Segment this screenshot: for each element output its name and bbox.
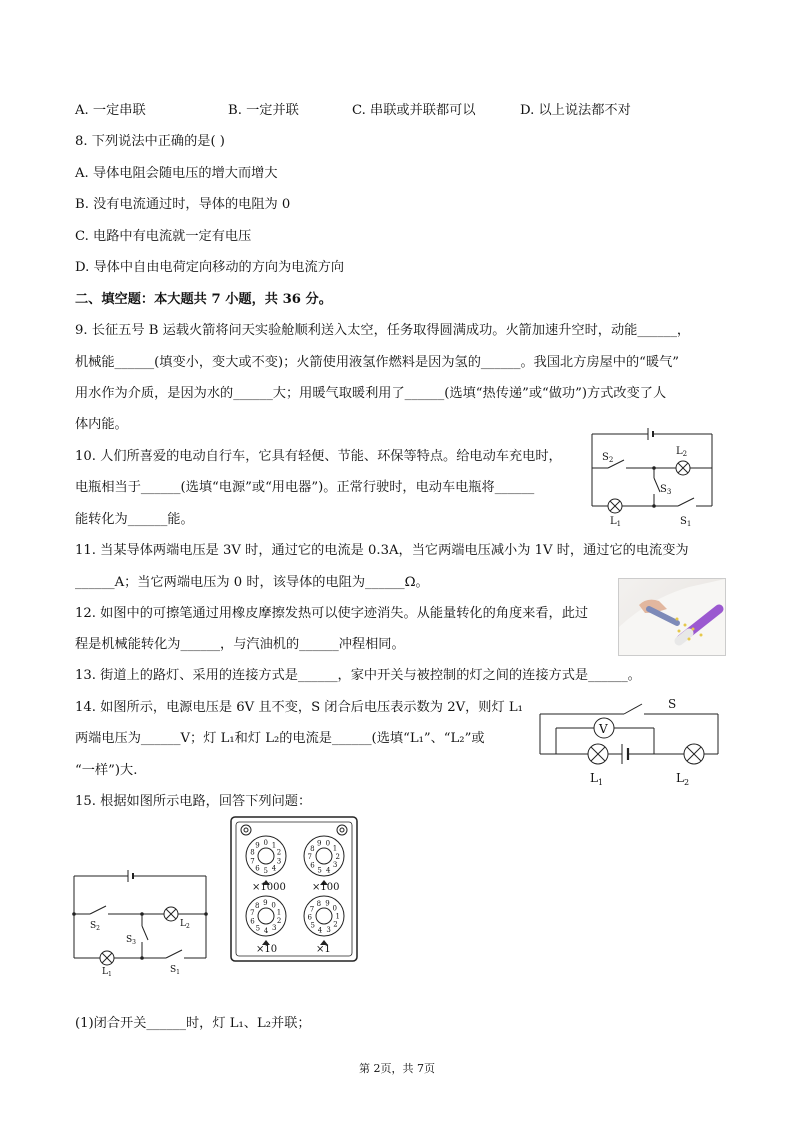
- q10-fig-l2: L: [676, 446, 683, 457]
- dial-digit: 0: [263, 839, 268, 847]
- q8-option-b: B. 没有电流通过时，导体的电阻为 0: [75, 197, 291, 212]
- dial-digit: 2: [276, 916, 282, 925]
- svg-text:S3: [660, 484, 671, 496]
- dial-digit: 9: [317, 839, 322, 848]
- svg-text:L1: [610, 516, 621, 528]
- q11-line-2: ______A；当它两端电压为 0 时，该导体的电阻为______Ω。: [75, 575, 429, 590]
- q7-option-c: C. 串联或并联都可以: [352, 103, 476, 118]
- q10-line-1: 10. 人们所喜爱的电动自行车，它具有轻便、节能、环保等特点。给电动车充电时，: [75, 449, 562, 464]
- q15-fig-l1: L: [102, 967, 108, 977]
- q13-line-1: 13. 街道上的路灯、采用的连接方式是______，家中开关与被控制的灯之间的连接方式是______。: [75, 668, 641, 683]
- dial-label-x1000: ×1000: [252, 882, 286, 893]
- q8-option-d: D. 导体中自由电荷定向移动的方向为电流方向: [75, 260, 345, 275]
- dial-digit: 2: [335, 852, 340, 861]
- q14-fig-voltmeter: V: [599, 722, 608, 736]
- q15-fig-l2-sub: 2: [185, 923, 190, 930]
- dial-digit: 1: [271, 841, 277, 850]
- q14-line-2: 两端电压为______V；灯 L₁和灯 L₂的电流是______(选填“L₁”、“L₂”或: [75, 731, 485, 746]
- q14-fig-l1-sub: 1: [597, 778, 604, 787]
- dial-digit: 6: [307, 913, 312, 922]
- dial-digit: 8: [310, 844, 315, 853]
- dial-digit: 9: [255, 841, 260, 850]
- q14-line-3: “一样”)大.: [75, 763, 138, 778]
- q15-fig-s2: S: [90, 921, 97, 931]
- dial-label-x10: ×10: [256, 944, 278, 955]
- q10-fig-s1: S: [680, 516, 687, 527]
- q10-circuit-diagram: [586, 426, 718, 530]
- dial-digit: 0: [325, 839, 331, 848]
- svg-text:L2: [676, 446, 687, 458]
- q15-fig-s1: S: [170, 965, 177, 975]
- dial-digit: 5: [310, 921, 315, 930]
- q10-fig-s3-sub: 3: [666, 488, 672, 496]
- svg-text:S1: [170, 965, 180, 976]
- page-footer: 第 2页，共 7页: [359, 1062, 435, 1075]
- dial-digit: 2: [333, 920, 338, 929]
- dial-digit: 1: [276, 908, 282, 917]
- q8-stem: 8. 下列说法中正确的是( ): [75, 134, 225, 149]
- dial-digit: 5: [255, 924, 261, 933]
- q15-fig-s3: S: [126, 935, 133, 945]
- q14-fig-s: S: [668, 697, 677, 711]
- q9-line-4: 体内能。: [75, 417, 128, 432]
- q15-fig-s1-sub: 1: [176, 969, 180, 976]
- dial-digit: 1: [335, 912, 340, 921]
- q14-circuit-diagram: [536, 694, 720, 794]
- resistance-box-figure: [230, 816, 358, 962]
- dial-digit: 2: [276, 848, 282, 857]
- dial-digit: 4: [271, 864, 277, 873]
- q15-fig-l1-sub: 1: [107, 971, 112, 978]
- dial-digit: 8: [250, 848, 255, 857]
- dial-digit: 5: [317, 866, 322, 875]
- q11-line-1: 11. 当某导体两端电压是 3V 时，通过它的电流是 0.3A，当它两端电压减小为 1V 时，通过它的电流变为: [75, 543, 689, 558]
- q7-option-a: A. 一定串联: [75, 103, 146, 118]
- dial-digit: 3: [272, 924, 277, 933]
- q10-fig-l1: L: [610, 516, 617, 527]
- q12-line-2: 程是机械能转化为______，与汽油机的______冲程相同。: [75, 637, 405, 652]
- q10-line-2: 电瓶相当于______(选填“电源”或“用电器”)。正常行驶时，电动车电瓶将______: [75, 480, 535, 495]
- dial-digit: 6: [310, 861, 315, 870]
- svg-text:L2: [676, 771, 689, 787]
- section-title: 二、填空题：本大题共 7 小题，共 36 分。: [75, 292, 332, 307]
- dial-digit: 3: [332, 861, 338, 870]
- dial-digit: 0: [271, 901, 276, 910]
- q12-line-1: 12. 如图中的可擦笔通过用橡皮摩擦发热可以使字迹消失。从能量转化的角度来看，此过: [75, 606, 589, 621]
- q15-circuit-diagram: [70, 866, 212, 978]
- svg-text:S2: [90, 921, 100, 932]
- q10-fig-s2-sub: 2: [608, 456, 614, 464]
- dial-digit: 8: [255, 901, 260, 910]
- q9-line-2: 机械能______(填变小，变大或不变)；火箭使用液氢作燃料是因为氢的______。我国北方房屋中的“暖气”: [75, 355, 680, 370]
- dial-digit: 4: [326, 866, 331, 875]
- q14-fig-l1: L: [590, 771, 598, 785]
- q8-option-a: A. 导体电阻会随电压的增大而增大: [75, 166, 278, 181]
- q15-fig-s3-sub: 3: [132, 939, 136, 946]
- q10-fig-l1-sub: 1: [616, 520, 622, 528]
- q10-fig-l2-sub: 2: [682, 450, 688, 458]
- q10-fig-s2: S: [602, 452, 609, 463]
- dial-label-x100: ×100: [312, 882, 340, 893]
- dial-digit: 0: [332, 904, 337, 913]
- dial-digit: 6: [255, 864, 260, 873]
- q15-fig-s2-sub: 2: [96, 925, 100, 932]
- q8-option-c: C. 电路中有电流就一定有电压: [75, 229, 252, 244]
- q14-line-1: 14. 如图所示，电源电压是 6V 且不变，S 闭合后电压表示数为 2V，则灯 L₁: [75, 700, 523, 715]
- dial-digit: 5: [263, 867, 268, 875]
- dial-digit: 6: [250, 917, 255, 926]
- dial-digit: 4: [263, 927, 269, 935]
- dial-label-x1: ×1: [316, 944, 331, 955]
- dial-digit: 7: [250, 857, 255, 866]
- q14-fig-l2: L: [676, 771, 684, 785]
- dial-digit: 7: [307, 853, 312, 862]
- dial-digit: 7: [250, 909, 255, 918]
- dial-digit: 9: [325, 899, 330, 908]
- dial-digit: 3: [326, 926, 331, 935]
- svg-text:S2: [602, 452, 613, 464]
- dial-digit: 3: [276, 857, 282, 866]
- q7-option-b: B. 一定并联: [228, 103, 299, 118]
- svg-text:L2: [180, 919, 190, 930]
- q15-sub-1: (1)闭合开关______时，灯 L₁、L₂并联；: [75, 1016, 311, 1031]
- svg-text:S3: [126, 935, 136, 946]
- q10-fig-s1-sub: 1: [686, 520, 692, 528]
- q9-line-3: 用水作为介质，是因为水的______大；用暖气取暖利用了______(选填“热传递”或“做功”)方式改变了人: [75, 386, 667, 401]
- q10-line-3: 能转化为______能。: [75, 512, 194, 527]
- svg-text:L1: [590, 771, 603, 787]
- dial-digit: 7: [309, 905, 315, 914]
- q14-fig-l2-sub: 2: [683, 778, 690, 787]
- q15-line-1: 15. 根据如图所示电路，回答下列问题：: [75, 794, 312, 809]
- svg-text:L1: [102, 967, 112, 978]
- dial-digit: 9: [263, 899, 268, 907]
- erasable-pen-photo: [618, 578, 726, 656]
- svg-text:S1: [680, 516, 691, 528]
- dial-digit: 4: [317, 926, 323, 935]
- q7-option-d: D. 以上说法都不对: [520, 103, 631, 118]
- dial-digit: 1: [332, 844, 338, 853]
- q15-fig-l2: L: [180, 919, 186, 929]
- q9-line-1: 9. 长征五号 B 运载火箭将问天实验舱顺利送入太空，任务取得圆满成功。火箭加速升空时，动能______，: [75, 323, 691, 338]
- dial-digit: 8: [316, 899, 322, 908]
- q10-fig-s3: S: [660, 484, 667, 495]
